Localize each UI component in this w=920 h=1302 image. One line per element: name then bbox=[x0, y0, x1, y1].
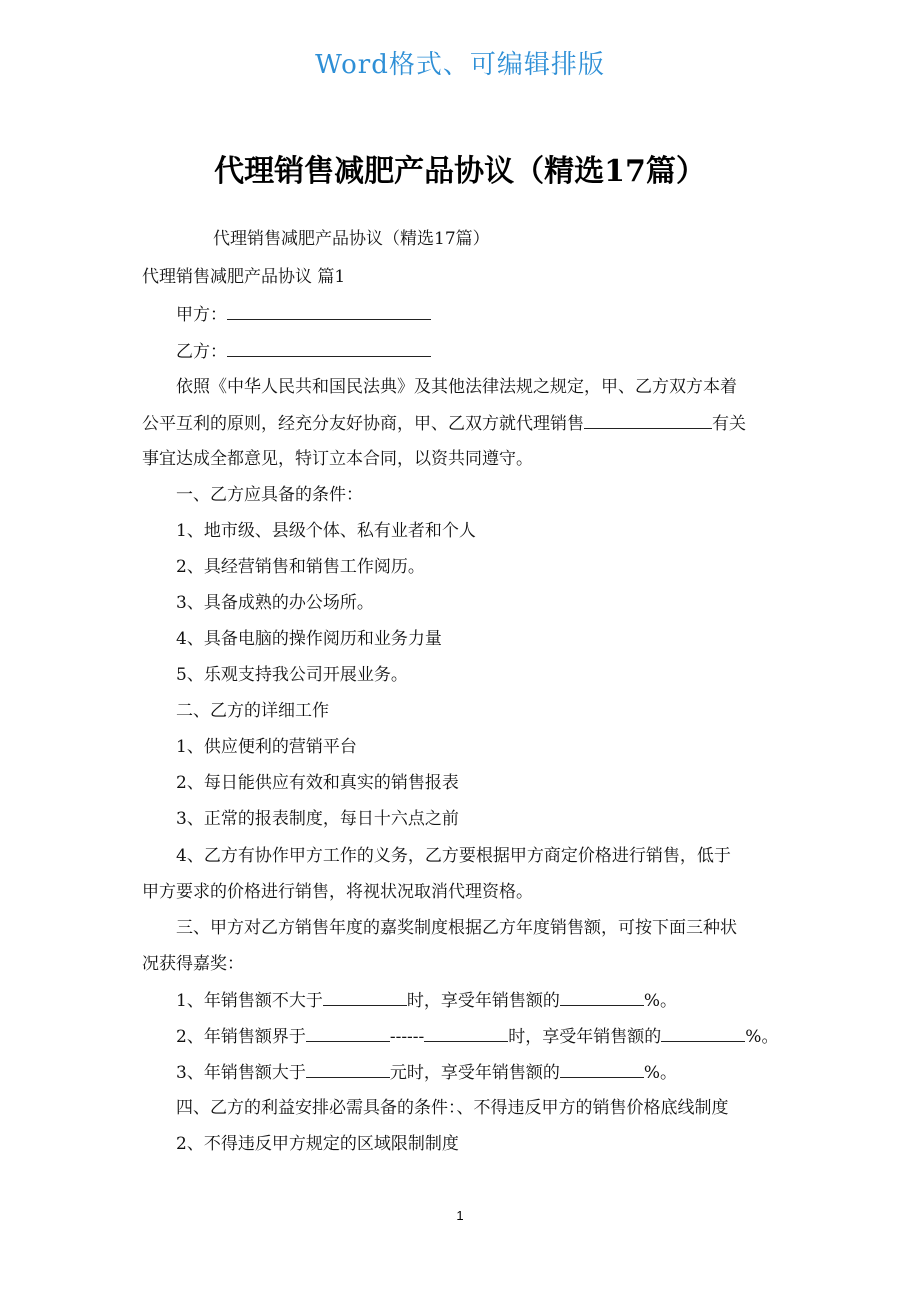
section-2-item-2: 2、每日能供应有效和真实的销售报表 bbox=[176, 773, 459, 793]
party-b-label: 乙方： bbox=[176, 342, 227, 362]
reward-rule-2-dash: ------ bbox=[389, 1027, 425, 1047]
reward-rule-2-high-blank bbox=[424, 1025, 508, 1042]
reward-rule-3-c: %。 bbox=[643, 1063, 677, 1083]
section-1-heading: 一、乙方应具备的条件： bbox=[176, 485, 363, 505]
section-1-item-2: 2、具经营销售和销售工作阅历。 bbox=[176, 557, 425, 577]
section-2-item-4-line-1: 4、乙方有协作甲方工作的义务，乙方要根据甲方商定价格进行销售，低于 bbox=[176, 846, 731, 866]
reward-rule-1-b: 时，享受年销售额的 bbox=[406, 991, 560, 1011]
document-subtitle: 代理销售减肥产品协议（精选17篇） bbox=[213, 229, 490, 249]
reward-rule-2-low-blank bbox=[306, 1025, 390, 1042]
reward-rule-1-c: %。 bbox=[643, 991, 677, 1011]
section-1-item-5: 5、乐观支持我公司开展业务。 bbox=[176, 665, 408, 685]
section-2-item-1: 1、供应便利的营销平台 bbox=[176, 737, 357, 757]
section-2-heading: 二、乙方的详细工作 bbox=[176, 701, 329, 721]
reward-rule-2-b: 时，享受年销售额的 bbox=[508, 1027, 662, 1047]
document-header: Word格式、可编辑排版 bbox=[315, 50, 605, 80]
section-1-item-1: 1、地市级、县级个体、私有业者和个人 bbox=[176, 521, 476, 541]
page-number: 1 bbox=[456, 1208, 464, 1223]
section-3-line-1: 三、甲方对乙方销售年度的嘉奖制度根据乙方年度销售额，可按下面三种状 bbox=[176, 918, 737, 938]
product-blank bbox=[584, 412, 712, 429]
reward-rule-2 bbox=[176, 1025, 778, 1048]
reward-rule-2-percent-blank bbox=[661, 1025, 745, 1042]
intro-line-2 bbox=[142, 412, 746, 435]
reward-rule-1-a: 1、年销售额不大于 bbox=[176, 991, 323, 1011]
reward-rule-1-percent-blank bbox=[560, 989, 644, 1006]
section-heading: 代理销售减肥产品协议 篇1 bbox=[142, 267, 346, 287]
party-a-label: 甲方： bbox=[176, 305, 227, 325]
reward-rule-1-amount-blank bbox=[323, 989, 407, 1006]
reward-rule-1 bbox=[176, 989, 677, 1012]
party-b-line bbox=[176, 340, 431, 363]
reward-rule-3-percent-blank bbox=[560, 1061, 644, 1078]
intro-line-1: 依照《中华人民共和国民法典》及其他法律法规之规定，甲、乙方双方本着 bbox=[176, 377, 737, 397]
section-1-item-3: 3、具备成熟的办公场所。 bbox=[176, 593, 374, 613]
reward-rule-3 bbox=[176, 1061, 677, 1084]
reward-rule-3-amount-blank bbox=[306, 1061, 390, 1078]
section-4-line-1: 四、乙方的利益安排必需具备的条件：、不得违反甲方的销售价格底线制度 bbox=[176, 1098, 729, 1118]
intro-line-2-tail: 有关 bbox=[712, 414, 746, 434]
party-b-blank bbox=[227, 340, 431, 357]
section-2-item-4-line-2: 甲方要求的价格进行销售，将视状况取消代理资格。 bbox=[142, 882, 533, 902]
reward-rule-3-b: 元时，享受年销售额的 bbox=[389, 1063, 560, 1083]
reward-rule-2-c: %。 bbox=[745, 1027, 779, 1047]
party-a-blank bbox=[227, 303, 431, 320]
reward-rule-3-a: 3、年销售额大于 bbox=[176, 1063, 306, 1083]
section-4-line-2: 2、不得违反甲方规定的区域限制制度 bbox=[176, 1134, 459, 1154]
section-3-line-2: 况获得嘉奖： bbox=[142, 954, 244, 974]
intro-line-3: 事宜达成全都意见，特订立本合同，以资共同遵守。 bbox=[142, 449, 533, 469]
reward-rule-2-a: 2、年销售额界于 bbox=[176, 1027, 306, 1047]
section-2-item-3: 3、正常的报表制度，每日十六点之前 bbox=[176, 809, 459, 829]
document-title: 代理销售减肥产品协议（精选17篇） bbox=[214, 154, 706, 189]
party-a-line bbox=[176, 303, 431, 326]
intro-line-2-text: 公平互利的原则，经充分友好协商，甲、乙双方就代理销售 bbox=[142, 414, 584, 434]
section-1-item-4: 4、具备电脑的操作阅历和业务力量 bbox=[176, 629, 442, 649]
